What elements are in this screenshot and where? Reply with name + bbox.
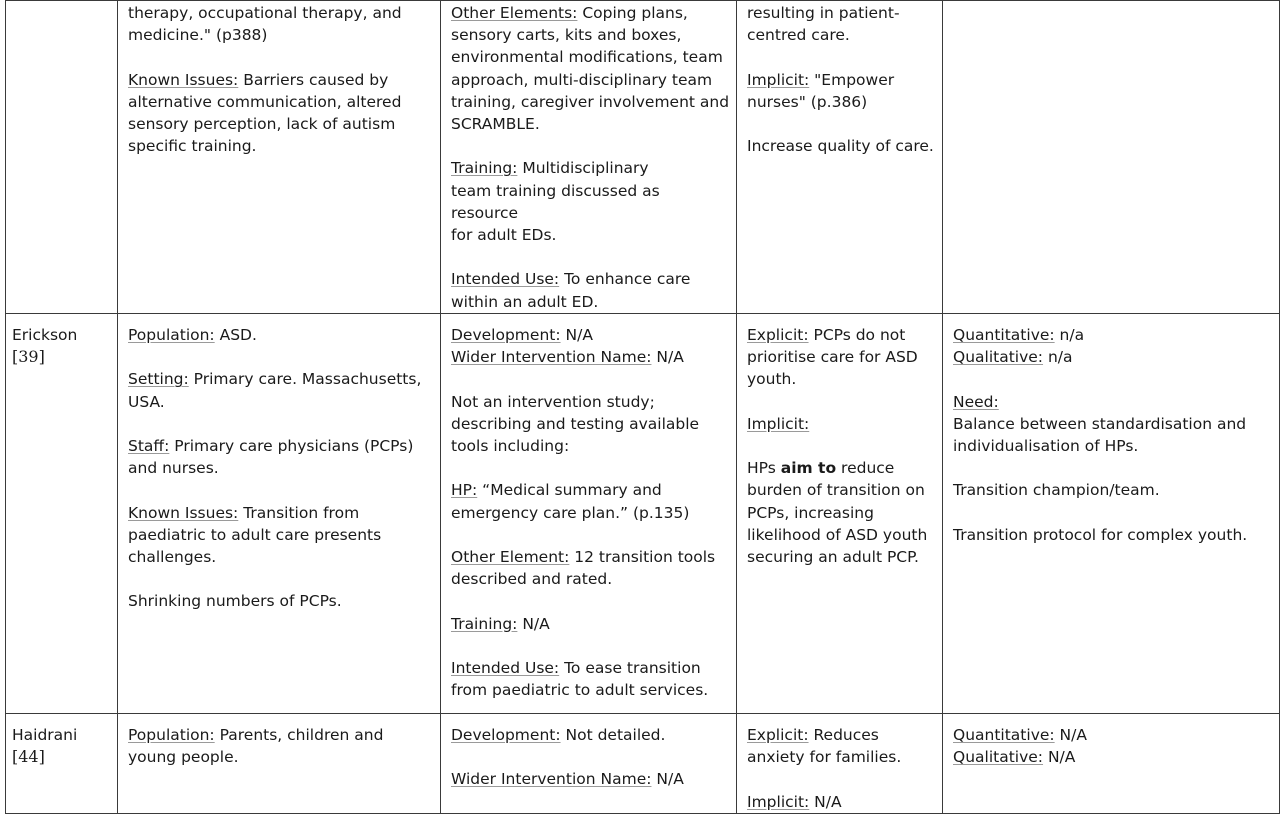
author-cell: [6, 314, 118, 714]
purpose-cell: [737, 1, 943, 314]
cell-text: described and rated.: [451, 570, 613, 589]
field-label: Quantitative:: [953, 326, 1055, 344]
cell-text: team training discussed as resource: [451, 181, 660, 222]
field-label: Population:: [128, 326, 215, 344]
field-label: HP:: [451, 481, 478, 500]
cell-text: ASD.: [214, 326, 257, 344]
evaluation-cell: [943, 714, 1280, 814]
reference-number: [39]: [12, 347, 45, 367]
cell-text: Coping plans,: [577, 4, 688, 22]
author-cell: [6, 1, 118, 314]
field-label: Implicit:: [747, 70, 810, 89]
cell-paragraph: [128, 324, 434, 346]
field-label: Implicit:: [747, 414, 810, 433]
cell-text: n/a: [1054, 326, 1085, 344]
cell-text: PCPs do not: [808, 326, 906, 344]
cell-text: from paediatric to adult services.: [451, 681, 709, 700]
field-label: Implicit:: [747, 792, 810, 811]
cell-text: 12 transition tools: [569, 547, 716, 566]
cell-text: Primary care. Massachusetts,: [188, 370, 422, 389]
cell-text: PCPs, increasing: [747, 503, 874, 522]
field-label: Training:: [451, 614, 518, 633]
cell-paragraph: [747, 791, 936, 813]
cell-text: sensory carts, kits and boxes,: [451, 26, 682, 45]
field-label: Development:: [451, 726, 561, 744]
intervention-cell: [441, 1, 737, 314]
cell-text: N/A: [1043, 748, 1076, 767]
field-label: Known Issues:: [128, 70, 239, 89]
cell-text: Shrinking numbers of PCPs.: [128, 592, 342, 611]
cell-text: Multidisciplinary: [517, 159, 649, 178]
cell-text: Increase quality of care.: [747, 137, 934, 156]
cell-paragraph: [128, 2, 434, 46]
cell-text: and nurses.: [128, 459, 219, 478]
evaluation-cell: [943, 1, 1280, 314]
cell-text: reduce: [836, 459, 895, 478]
field-label: Wider Intervention Name:: [451, 770, 652, 789]
cell-paragraph: [128, 724, 434, 768]
evaluation-cell: [943, 314, 1280, 714]
field-label: Other Elements:: [451, 4, 578, 22]
cell-text: N/A: [560, 326, 593, 344]
cell-paragraph: [451, 479, 730, 523]
cell-text: emergency care plan.” (p.135): [451, 503, 690, 522]
cell-text: youth.: [747, 370, 797, 389]
cell-paragraph: [451, 157, 730, 246]
cell-text: centred care.: [747, 26, 850, 45]
field-label: Known Issues:: [128, 503, 239, 522]
cell-paragraph: [128, 435, 434, 479]
cell-text: "Empower: [809, 70, 895, 89]
field-label: Development:: [451, 326, 561, 344]
cell-text: prioritise care for ASD: [747, 348, 918, 367]
cell-text: Barriers caused by: [238, 70, 389, 89]
emphasis-text: aim to: [780, 459, 837, 478]
cell-text: “Medical summary and: [477, 481, 662, 500]
cell-text: SCRAMBLE.: [451, 115, 540, 134]
cell-paragraph: [953, 324, 1273, 368]
cell-text: N/A: [1054, 726, 1087, 744]
cell-paragraph: [451, 391, 730, 458]
cell-text: within an adult ED.: [451, 292, 599, 311]
cell-paragraph: [953, 524, 1273, 546]
cell-paragraph: [451, 768, 730, 790]
cell-paragraph: [953, 479, 1273, 501]
cell-paragraph: [747, 724, 936, 768]
cell-text: HPs: [747, 459, 781, 478]
field-label: Setting:: [128, 370, 189, 389]
cell-text: N/A: [651, 770, 684, 789]
cell-paragraph: [747, 69, 936, 113]
field-label: Wider Intervention Name:: [451, 348, 652, 367]
field-label: Other Element:: [451, 547, 570, 566]
cell-paragraph: [128, 590, 434, 612]
author-name: Haidrani: [12, 726, 78, 744]
cell-text: tools including:: [451, 437, 570, 455]
cell-text: environmental modifications, team: [451, 48, 723, 67]
cell-paragraph: [451, 324, 730, 368]
cell-paragraph: [451, 724, 730, 746]
cell-paragraph: [953, 391, 1273, 458]
cell-text: Parents, children and: [214, 726, 384, 744]
cell-paragraph: [747, 135, 936, 157]
context-cell: [118, 1, 441, 314]
cell-text: securing an adult PCP.: [747, 548, 919, 566]
cell-text: anxiety for families.: [747, 748, 902, 767]
cell-paragraph: [128, 368, 434, 412]
field-label: Staff:: [128, 436, 170, 455]
field-label: Quantitative:: [953, 726, 1055, 744]
cell-text: describing and testing available: [451, 414, 700, 433]
intervention-cell: [441, 314, 737, 714]
cell-text: specific training.: [128, 137, 257, 156]
table-row: [6, 314, 1280, 714]
field-label: Intended Use:: [451, 658, 560, 677]
cell-paragraph: [451, 657, 730, 701]
cell-paragraph: [747, 324, 936, 391]
cell-text: training, caregiver involvement and: [451, 92, 730, 111]
cell-paragraph: [451, 546, 730, 590]
cell-paragraph: [451, 613, 730, 635]
cell-text: resulting in patient-: [747, 4, 900, 22]
cell-text: n/a: [1043, 348, 1073, 367]
cell-paragraph: [953, 724, 1273, 768]
cell-paragraph: [747, 413, 936, 435]
context-cell: [118, 714, 441, 814]
cell-text: therapy, occupational therapy, and: [128, 4, 402, 22]
reference-number: [44]: [12, 747, 45, 767]
cell-text: Primary care physicians (PCPs): [169, 436, 414, 455]
cell-text: alternative communication, altered: [128, 92, 402, 111]
cell-text: Not detailed.: [560, 726, 666, 744]
cell-paragraph: [747, 457, 936, 568]
table-row: [6, 1, 1280, 314]
cell-paragraph: [128, 69, 434, 158]
cell-text: N/A: [651, 348, 684, 367]
cell-text: N/A: [809, 792, 842, 811]
field-label: Qualitative:: [953, 348, 1044, 367]
cell-paragraph: [451, 268, 730, 312]
field-label: Need:: [953, 392, 999, 411]
cell-text: approach, multi-disciplinary team: [451, 70, 713, 89]
table-row: [6, 714, 1280, 814]
intervention-cell: [441, 714, 737, 814]
purpose-cell: [737, 714, 943, 814]
cell-text: USA.: [128, 392, 165, 411]
cell-text: Transition from: [238, 503, 360, 522]
cell-text: Balance between standardisation and: [953, 414, 1247, 433]
cell-text: Transition champion/team.: [953, 481, 1160, 500]
cell-paragraph: [747, 2, 936, 46]
cell-text: To enhance care: [559, 270, 691, 289]
purpose-cell: [737, 314, 943, 714]
cell-paragraph: [451, 2, 730, 135]
cell-text: Not an intervention study;: [451, 392, 655, 411]
cell-text: sensory perception, lack of autism: [128, 115, 396, 133]
field-label: Intended Use:: [451, 270, 560, 289]
field-label: Population:: [128, 726, 215, 744]
field-label: Training:: [451, 159, 518, 178]
cell-text: Transition protocol for complex youth.: [953, 525, 1248, 544]
field-label: Explicit:: [747, 726, 809, 744]
field-label: Explicit:: [747, 326, 809, 344]
evidence-table: [5, 0, 1280, 814]
cell-text: young people.: [128, 748, 239, 767]
cell-text: Reduces: [808, 726, 879, 744]
cell-text: likelihood of ASD youth: [747, 525, 928, 544]
cell-text: individualisation of HPs.: [953, 437, 1139, 455]
cell-text: challenges.: [128, 547, 217, 566]
cell-text: To ease transition: [559, 658, 701, 677]
cell-text: nurses" (p.386): [747, 92, 868, 111]
cell-text: medicine." (p388): [128, 26, 268, 45]
cell-paragraph: [128, 502, 434, 569]
author-name: Erickson: [12, 326, 78, 344]
author-cell: [6, 714, 118, 814]
cell-text: burden of transition on: [747, 481, 925, 500]
cell-text: for adult EDs.: [451, 226, 557, 245]
context-cell: [118, 314, 441, 714]
cell-text: paediatric to adult care presents: [128, 525, 382, 544]
cell-text: N/A: [517, 614, 550, 633]
field-label: Qualitative:: [953, 748, 1044, 767]
